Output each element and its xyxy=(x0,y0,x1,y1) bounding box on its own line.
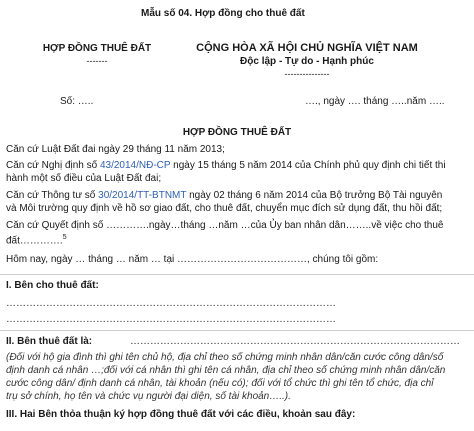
basis-decision: Căn cứ Quyết định số ………….ngày…tháng …năm …của Ủy ban nhân dân……..về việc cho thuê xyxy=(6,220,444,231)
national-title: CỘNG HÒA XÃ HỘI CHỦ NGHĨA VIỆT NAM xyxy=(196,42,418,54)
basis-decision-line2-text: đất…………. xyxy=(6,235,63,247)
basis-decree-line2: hành một số điều của Luật Đất đai; xyxy=(6,173,162,184)
section3-title: III. Hai Bên thỏa thuận ký hợp đồng thuê đất với các điều, khoản sau đây: xyxy=(6,409,356,420)
basis-circular xyxy=(6,190,442,201)
basis-decree-post: ngày 15 tháng 5 năm 2014 của Chính phủ quy định chi tiết thi xyxy=(170,160,446,171)
section2-note-3: cước công dân/ định danh cá nhân, tài khoản (nếu có); đối với tổ chức thì ghi tên tổ chức, địa chỉ xyxy=(6,378,434,389)
section2-note-4: trụ sở chính, họ tên và chức vụ người đại diện, số tài khoản…..). xyxy=(6,391,291,402)
section2-note-2: định danh cá nhân …;đối với cá nhân thì ghi tên cá nhân, địa chỉ theo số chứng minh nhân dân/căn xyxy=(6,365,446,376)
contract-date: …., ngày …. tháng …..năm ….. xyxy=(305,96,445,107)
header-left-dash: ------- xyxy=(86,56,108,66)
section-divider xyxy=(0,330,474,331)
today-line: Hôm nay, ngày … tháng … năm … tại …………………………………, chúng tôi gồm: xyxy=(6,254,379,265)
section1-title: I. Bên cho thuê đất: xyxy=(6,280,99,291)
basis-circular-post: ngày 02 tháng 6 năm 2014 của Bộ trưởng Bộ Tài nguyên xyxy=(186,190,443,201)
footnote-marker: 5 xyxy=(62,234,67,241)
basis-law: Căn cứ Luật Đất đai ngày 29 tháng 11 năm 2013; xyxy=(6,144,225,155)
section1-dots-1: ……………………………………………………………………………………… xyxy=(6,298,336,309)
basis-circular-line2: và Môi trường quy định về hồ sơ giao đất, cho thuê đất, chuyển mục đích sử dụng đất, thu hồi đất; xyxy=(6,203,443,214)
basis-decree-pre: Căn cứ Nghị định số xyxy=(6,160,100,171)
basis-decision-line2 xyxy=(6,234,67,246)
contract-number: Số: ….. xyxy=(60,96,94,107)
form-title: Mẫu số 04. Hợp đồng cho thuê đất xyxy=(141,8,305,19)
basis-decree xyxy=(6,160,446,171)
section2-note-1: (Đối với hộ gia đình thì ghi tên chủ hộ, địa chỉ theo số chứng minh nhân dân/căn cước công dân/số xyxy=(6,352,444,363)
main-title: HỢP ĐỒNG THUÊ ĐẤT xyxy=(182,127,292,138)
section1-dots-2: ……………………………………………………………………………………… xyxy=(6,314,336,325)
circular-link[interactable]: 30/2014/TT-BTNMT xyxy=(98,190,187,201)
national-motto: Độc lập - Tự do - Hạnh phúc xyxy=(240,56,374,67)
national-dash: --------------- xyxy=(284,69,330,79)
header-left-title: HỢP ĐỒNG THUÊ ĐẤT xyxy=(42,43,152,54)
basis-circular-pre: Căn cứ Thông tư số xyxy=(6,190,99,201)
decree-link[interactable]: 43/2014/NĐ-CP xyxy=(99,160,171,171)
section2-title: II. Bên thuê đất là: xyxy=(6,336,93,347)
section-divider xyxy=(0,274,474,275)
section2-dots: ……………………………………………………………………………………… xyxy=(130,336,460,347)
